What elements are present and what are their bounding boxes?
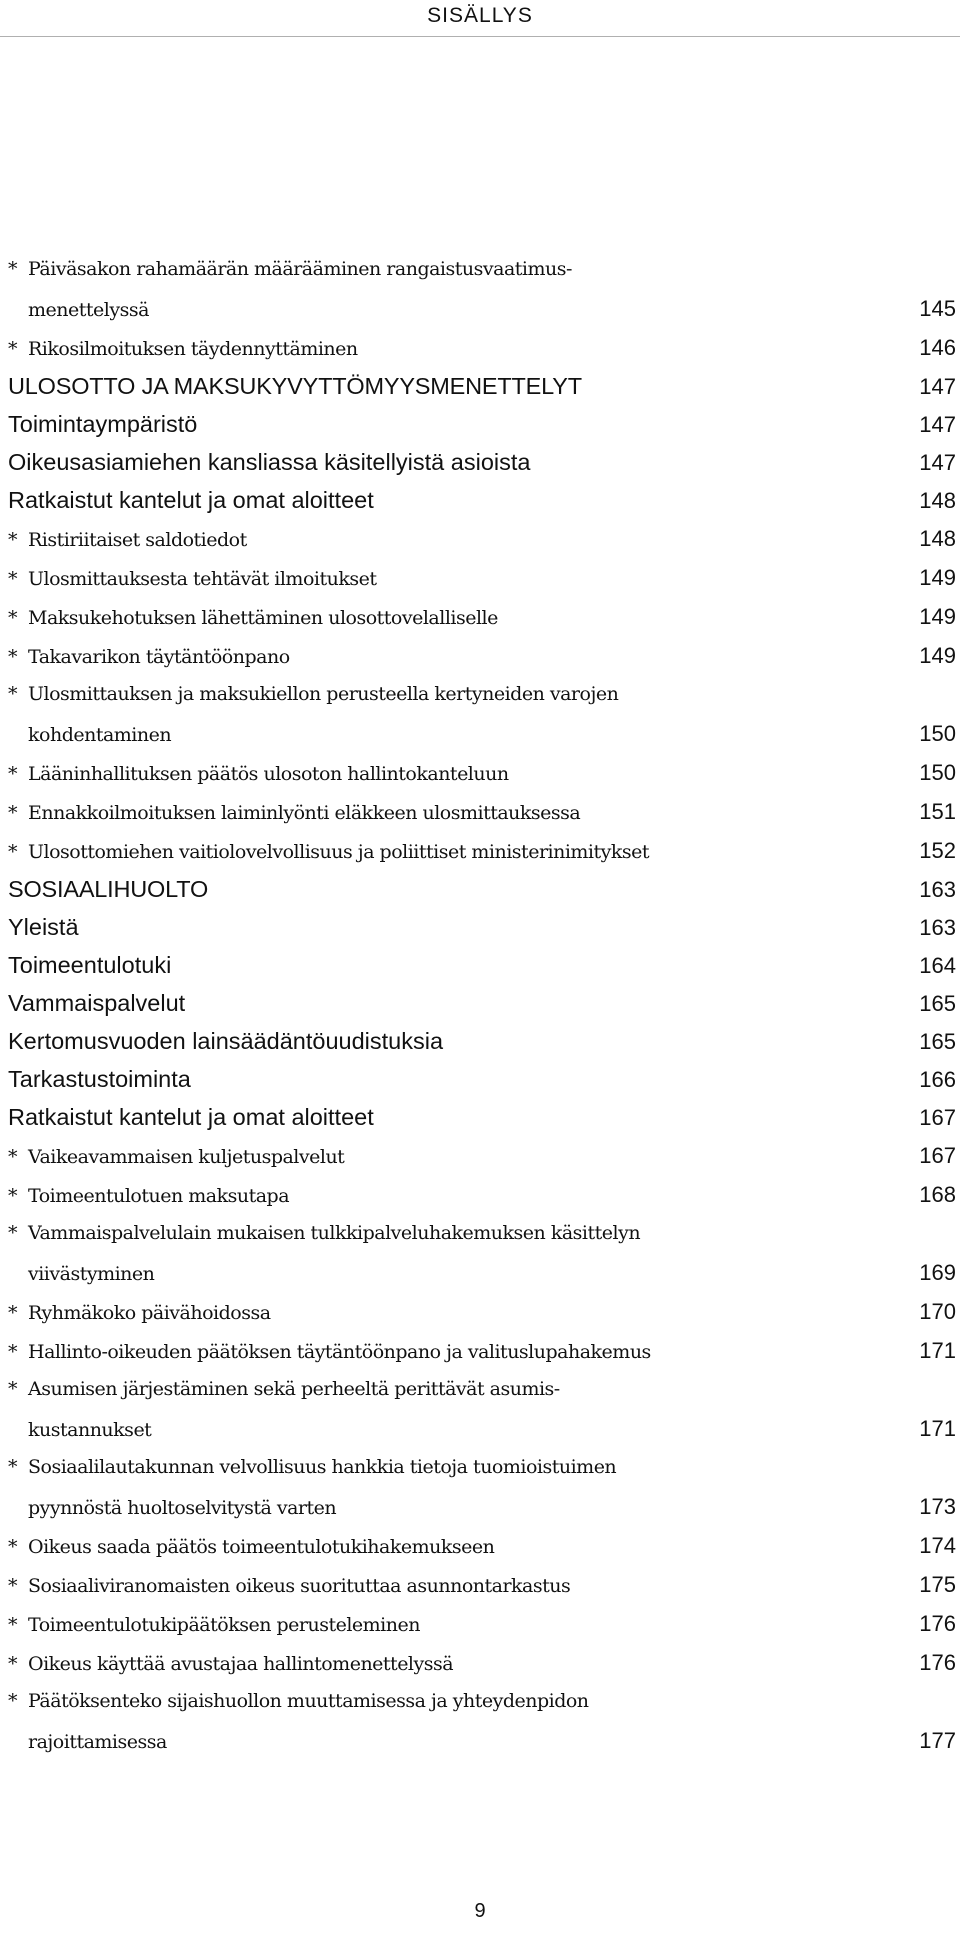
- toc-entry-text: pyynnöstä huoltoselvitystä varten: [28, 1497, 337, 1519]
- running-header: [0, 0, 960, 37]
- toc-row: [8, 481, 956, 519]
- toc-entry-title: [8, 560, 376, 599]
- toc-entry-text: kohdentaminen: [28, 724, 172, 746]
- toc-entry-title: [8, 481, 374, 519]
- toc-entry-item: [8, 1682, 956, 1760]
- toc-page-number: 175: [919, 1572, 956, 1597]
- toc-row: [8, 831, 956, 870]
- toc-entry-text: Yleistä: [8, 914, 79, 940]
- toc-page-number: 166: [919, 1067, 956, 1092]
- toc-entry-sub: [8, 946, 956, 984]
- bullet-star: *: [8, 683, 17, 705]
- toc-entry-text: menettelyssä: [28, 299, 149, 321]
- page-footer: [0, 1900, 960, 1923]
- toc-row: [8, 1604, 956, 1643]
- toc-entry-text: Ennakkoilmoituksen laiminlyönti eläkkeen ulosmittauksessa: [28, 802, 581, 824]
- toc-row: [8, 558, 956, 597]
- bullet-star: *: [8, 802, 17, 824]
- toc-entry-text: Hallinto-oikeuden päätöksen täytäntöönpano ja valituslupahakemus: [28, 1341, 651, 1363]
- bullet-star: *: [8, 763, 17, 785]
- toc-row: [8, 1022, 956, 1060]
- toc-page-number: 149: [919, 643, 956, 668]
- toc-entry-text: Ryhmäkoko päivähoidossa: [28, 1302, 271, 1324]
- toc-entry-title: [8, 367, 582, 405]
- toc-entry-item: [8, 1370, 956, 1448]
- toc-entry-text: Kertomusvuoden lainsäädäntöuudistuksia: [8, 1028, 444, 1054]
- toc-row: [8, 675, 956, 714]
- toc-entry-text: Toimeentulotukipäätöksen perusteleminen: [28, 1614, 420, 1636]
- toc-row: [8, 1721, 956, 1760]
- toc-entry-title: [8, 443, 530, 481]
- toc-entry-title: [8, 1645, 453, 1684]
- toc-row: [8, 289, 956, 328]
- bullet-star: *: [8, 529, 17, 551]
- toc-entry-item: [8, 1214, 956, 1292]
- toc-page-number: 152: [919, 838, 956, 863]
- toc-row: [8, 405, 956, 443]
- toc-row: [8, 1060, 956, 1098]
- toc-entry-text: rajoittamisessa: [28, 1731, 167, 1753]
- toc-row: [8, 792, 956, 831]
- toc-row: [8, 1448, 956, 1487]
- toc-entry-section: [8, 367, 956, 405]
- toc-row: [8, 1565, 956, 1604]
- toc-page-number: 146: [919, 335, 956, 360]
- toc-page-number: 150: [919, 760, 956, 785]
- toc-entry-title: [8, 405, 197, 443]
- toc-entry-text: Ulosmittauksesta tehtävät ilmoitukset: [28, 568, 377, 590]
- toc-entry-title: [8, 599, 498, 638]
- toc-entry-text: Sosiaalilautakunnan velvollisuus hankkia tietoja tuomioistuimen: [28, 1456, 617, 1478]
- toc-entry-text: Lääninhallituksen päätös ulosoton hallintokanteluun: [28, 763, 509, 785]
- toc-entry-title: [8, 638, 290, 677]
- bullet-star: *: [8, 1575, 17, 1597]
- toc-entry-item: [8, 792, 956, 831]
- toc-entry-title: [8, 1294, 271, 1333]
- toc-entry-sub: [8, 1022, 956, 1060]
- bullet-star: *: [8, 1378, 17, 1400]
- toc-entry-title: [8, 1098, 374, 1136]
- toc-entry-text: Oikeus saada päätös toimeentulotukihakemukseen: [28, 1536, 495, 1558]
- toc-page-number: 147: [919, 374, 956, 399]
- toc-entry-text: Oikeusasiamiehen kansliassa käsitellyistä asioista: [8, 449, 531, 475]
- toc-row: [8, 1253, 956, 1292]
- toc-entry-title: [8, 984, 185, 1022]
- toc-entry-sub: [8, 443, 956, 481]
- toc-entry-text: kustannukset: [28, 1419, 152, 1441]
- toc-entry-text: Sosiaaliviranomaisten oikeus suorituttaa asunnontarkastus: [28, 1575, 571, 1597]
- toc-row: [8, 1409, 956, 1448]
- toc-row: [8, 1331, 956, 1370]
- toc-page-number: 163: [919, 877, 956, 902]
- toc-entry-item: [8, 519, 956, 558]
- toc-entry-title: [8, 521, 247, 560]
- toc-row: [8, 636, 956, 675]
- toc-page-number: 145: [919, 296, 956, 321]
- toc-entry-item: [8, 831, 956, 870]
- toc-entry-title: [8, 1255, 154, 1294]
- toc-page-number: 148: [919, 526, 956, 551]
- toc-entry-text: Ulosottomiehen vaitiolovelvollisuus ja poliittiset ministerinimitykset: [28, 841, 650, 863]
- toc-entry-text: Päiväsakon rahamäärän määrääminen rangaistusvaatimus-: [28, 258, 572, 280]
- toc-entry-text: Ulosmittauksen ja maksukiellon perusteella kertyneiden varojen: [28, 683, 619, 705]
- toc-entry-title: [8, 1370, 560, 1409]
- toc-entry-text: Maksukehotuksen lähettäminen ulosottovelalliselle: [28, 607, 498, 629]
- toc-row: [8, 1682, 956, 1721]
- header-title: SISÄLLYS: [427, 4, 533, 27]
- toc-entry-item: [8, 597, 956, 636]
- toc-entry-item: [8, 1526, 956, 1565]
- toc-row: [8, 714, 956, 753]
- toc-entry-text: Vammaispalvelulain mukaisen tulkkipalveluhakemuksen käsittelyn: [28, 1222, 641, 1244]
- toc-entry-title: [8, 833, 649, 872]
- toc-entry-text: Toimeentulotuen maksutapa: [28, 1185, 290, 1207]
- toc-page-number: 150: [919, 721, 956, 746]
- toc-page-number: 173: [919, 1494, 956, 1519]
- toc-row: [8, 946, 956, 984]
- toc-entry-title: [8, 1606, 420, 1645]
- toc-page-number: 167: [919, 1143, 956, 1168]
- toc-page-number: 165: [919, 1029, 956, 1054]
- toc-entry-title: [8, 1489, 336, 1528]
- toc-page-number: 147: [919, 412, 956, 437]
- toc-entry-item: [8, 1604, 956, 1643]
- toc-row: [8, 984, 956, 1022]
- toc-entry-item: [8, 1643, 956, 1682]
- bullet-star: *: [8, 1222, 17, 1244]
- toc-entry-text: ULOSOTTO JA MAKSUKYVYTTÖMYYSMENETTELYT: [8, 373, 582, 399]
- toc-row: [8, 1136, 956, 1175]
- toc-page-number: 171: [919, 1416, 956, 1441]
- toc-entry-item: [8, 328, 956, 367]
- toc-page-number: 164: [919, 953, 956, 978]
- bullet-star: *: [8, 1341, 17, 1363]
- toc-entry-title: [8, 675, 618, 714]
- toc-page-number: 167: [919, 1105, 956, 1130]
- toc-entry-title: [8, 946, 171, 984]
- toc-row: [8, 1487, 956, 1526]
- toc-entry-title: [8, 908, 79, 946]
- toc-entry-item: [8, 1448, 956, 1526]
- toc-entry-sub: [8, 984, 956, 1022]
- toc-page-number: 176: [919, 1650, 956, 1675]
- toc-page-number: 170: [919, 1299, 956, 1324]
- toc-entry-item: [8, 1331, 956, 1370]
- toc-entry-title: [8, 291, 149, 330]
- toc-entry-text: Tarkastustoiminta: [8, 1066, 191, 1092]
- toc-row: [8, 753, 956, 792]
- toc-entry-title: [8, 1528, 494, 1567]
- toc-entry-section: [8, 870, 956, 908]
- toc-entry-text: Päätöksenteko sijaishuollon muuttamisessa ja yhteydenpidon: [28, 1690, 589, 1712]
- toc-entry-item: [8, 636, 956, 675]
- bullet-star: *: [8, 258, 17, 280]
- toc-row: [8, 1643, 956, 1682]
- toc-entry-text: Toimeentulotuki: [8, 952, 172, 978]
- toc-row: [8, 870, 956, 908]
- toc-row: [8, 1098, 956, 1136]
- toc-page-number: 176: [919, 1611, 956, 1636]
- toc-entry-item: [8, 1292, 956, 1331]
- toc-entry-title: [8, 330, 358, 369]
- bullet-star: *: [8, 1614, 17, 1636]
- table-of-contents: [8, 250, 956, 1760]
- toc-page-number: 163: [919, 915, 956, 940]
- toc-entry-title: [8, 1333, 651, 1372]
- toc-page-number: 149: [919, 604, 956, 629]
- toc-entry-title: [8, 716, 171, 755]
- toc-entry-text: Ratkaistut kantelut ja omat aloitteet: [8, 487, 374, 513]
- toc-entry-title: [8, 1138, 344, 1177]
- toc-row: [8, 367, 956, 405]
- bullet-star: *: [8, 1690, 17, 1712]
- toc-entry-title: [8, 1682, 589, 1721]
- toc-entry-text: Oikeus käyttää avustajaa hallintomenettelyssä: [28, 1653, 454, 1675]
- toc-entry-text: Rikosilmoituksen täydennyttäminen: [28, 338, 358, 360]
- toc-entry-item: [8, 1136, 956, 1175]
- toc-entry-item: [8, 1175, 956, 1214]
- toc-row: [8, 1214, 956, 1253]
- toc-row: [8, 519, 956, 558]
- toc-entry-text: Takavarikon täytäntöönpano: [28, 646, 290, 668]
- bullet-star: *: [8, 1146, 17, 1168]
- bullet-star: *: [8, 841, 17, 863]
- toc-entry-title: [8, 1060, 191, 1098]
- toc-entry-title: [8, 1411, 151, 1450]
- toc-row: [8, 443, 956, 481]
- toc-entry-text: Asumisen järjestäminen sekä perheeltä perittävät asumis-: [28, 1378, 560, 1400]
- toc-row: [8, 1526, 956, 1565]
- toc-entry-title: [8, 1177, 289, 1216]
- bullet-star: *: [8, 1653, 17, 1675]
- toc-page-number: 148: [919, 488, 956, 513]
- toc-entry-text: SOSIAALIHUOLTO: [8, 876, 209, 902]
- toc-entry-title: [8, 1214, 640, 1253]
- bullet-star: *: [8, 646, 17, 668]
- toc-page-number: 149: [919, 565, 956, 590]
- toc-entry-item: [8, 1565, 956, 1604]
- toc-entry-sub: [8, 405, 956, 443]
- toc-entry-title: [8, 1448, 616, 1487]
- toc-entry-title: [8, 1567, 570, 1606]
- page-number: 9: [474, 1900, 486, 1922]
- toc-entry-text: Toimintaympäristö: [8, 411, 198, 437]
- toc-row: [8, 250, 956, 289]
- toc-entry-text: Ristiriitaiset saldotiedot: [28, 529, 247, 551]
- bullet-star: *: [8, 607, 17, 629]
- bullet-star: *: [8, 338, 17, 360]
- toc-entry-sub: [8, 1060, 956, 1098]
- toc-page-number: 151: [919, 799, 956, 824]
- toc-page-number: 168: [919, 1182, 956, 1207]
- toc-entry-title: [8, 1723, 167, 1762]
- toc-entry-sub: [8, 908, 956, 946]
- toc-entry-sub: [8, 1098, 956, 1136]
- toc-row: [8, 1175, 956, 1214]
- toc-page-number: 169: [919, 1260, 956, 1285]
- toc-entry-text: Ratkaistut kantelut ja omat aloitteet: [8, 1104, 374, 1130]
- toc-page-number: 171: [919, 1338, 956, 1363]
- toc-row: [8, 597, 956, 636]
- toc-entry-title: [8, 870, 208, 908]
- toc-row: [8, 1370, 956, 1409]
- toc-row: [8, 908, 956, 946]
- bullet-star: *: [8, 1536, 17, 1558]
- toc-page-number: 165: [919, 991, 956, 1016]
- toc-entry-item: [8, 558, 956, 597]
- toc-page-number: 177: [919, 1728, 956, 1753]
- toc-entry-title: [8, 250, 572, 289]
- toc-entry-text: Vaikeavammaisen kuljetuspalvelut: [28, 1146, 345, 1168]
- toc-entry-text: viivästyminen: [28, 1263, 155, 1285]
- toc-page-number: 174: [919, 1533, 956, 1558]
- toc-page-number: 147: [919, 450, 956, 475]
- toc-entry-title: [8, 1022, 443, 1060]
- bullet-star: *: [8, 568, 17, 590]
- bullet-star: *: [8, 1456, 17, 1478]
- bullet-star: *: [8, 1185, 17, 1207]
- toc-entry-item: [8, 753, 956, 792]
- toc-row: [8, 1292, 956, 1331]
- toc-row: [8, 328, 956, 367]
- toc-entry-text: Vammaispalvelut: [8, 990, 186, 1016]
- toc-entry-item: [8, 675, 956, 753]
- toc-entry-sub: [8, 481, 956, 519]
- bullet-star: *: [8, 1302, 17, 1324]
- toc-entry-title: [8, 755, 509, 794]
- toc-entry-title: [8, 794, 580, 833]
- toc-entry-item: [8, 250, 956, 328]
